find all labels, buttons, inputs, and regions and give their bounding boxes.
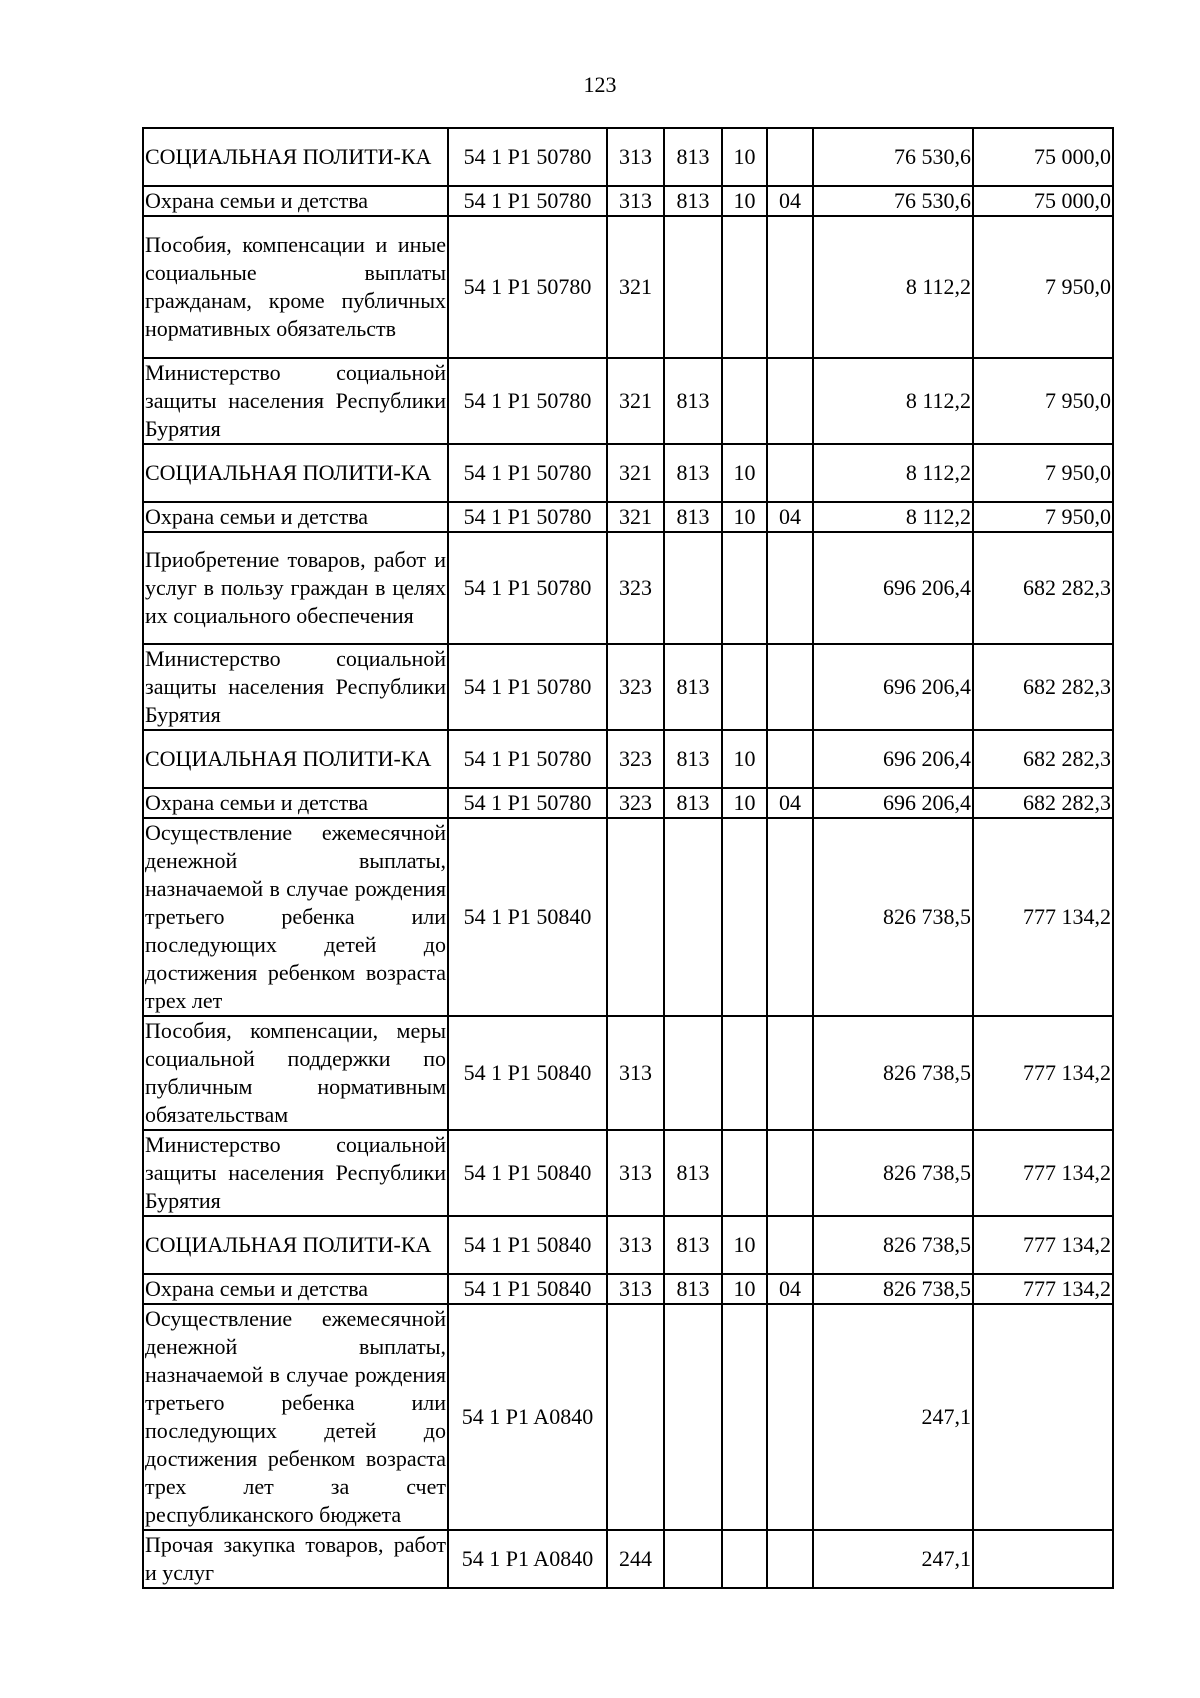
row-administrator-cell: 813 bbox=[664, 788, 722, 818]
row-name-cell: Охрана семьи и детства bbox=[143, 186, 448, 216]
row-expense-type-cell: 313 bbox=[607, 1216, 664, 1274]
row-administrator-cell: 813 bbox=[664, 358, 722, 444]
row-administrator-cell: 813 bbox=[664, 128, 722, 186]
row-administrator-cell bbox=[664, 1530, 722, 1588]
row-expense-type-cell bbox=[607, 818, 664, 1016]
row-amount-2-cell: 777 134,2 bbox=[973, 1216, 1113, 1274]
row-expense-type-cell: 313 bbox=[607, 186, 664, 216]
row-amount-2-cell: 682 282,3 bbox=[973, 788, 1113, 818]
row-amount-2-cell: 777 134,2 bbox=[973, 1016, 1113, 1130]
row-subsection-cell bbox=[767, 532, 813, 644]
row-target-article-cell: 54 1 P1 A0840 bbox=[448, 1304, 607, 1530]
table-row bbox=[143, 1304, 1113, 1530]
row-expense-type-cell: 321 bbox=[607, 502, 664, 532]
row-amount-2-cell: 7 950,0 bbox=[973, 502, 1113, 532]
row-amount-1-cell: 696 206,4 bbox=[813, 788, 973, 818]
row-section-cell bbox=[722, 358, 767, 444]
row-administrator-cell bbox=[664, 216, 722, 358]
row-amount-2-cell bbox=[973, 1530, 1113, 1588]
row-expense-type-cell: 313 bbox=[607, 1274, 664, 1304]
row-target-article-cell: 54 1 P1 50840 bbox=[448, 818, 607, 1016]
table-row bbox=[143, 502, 1113, 532]
row-name-cell: Министерство социальной защиты населения Республики Бурятия bbox=[143, 644, 448, 730]
row-subsection-cell bbox=[767, 644, 813, 730]
row-amount-1-cell: 826 738,5 bbox=[813, 1274, 973, 1304]
row-amount-2-cell: 7 950,0 bbox=[973, 216, 1113, 358]
row-name-cell: Министерство социальной защиты населения Республики Бурятия bbox=[143, 1130, 448, 1216]
row-target-article-cell: 54 1 P1 50840 bbox=[448, 1130, 607, 1216]
row-amount-1-cell: 76 530,6 bbox=[813, 186, 973, 216]
row-amount-2-cell: 682 282,3 bbox=[973, 532, 1113, 644]
row-section-cell bbox=[722, 1530, 767, 1588]
row-expense-type-cell bbox=[607, 1304, 664, 1530]
row-amount-2-cell: 682 282,3 bbox=[973, 730, 1113, 788]
row-target-article-cell: 54 1 P1 50780 bbox=[448, 788, 607, 818]
row-subsection-cell bbox=[767, 444, 813, 502]
row-name-cell: СОЦИАЛЬНАЯ ПОЛИТИ-КА bbox=[143, 1216, 448, 1274]
row-section-cell: 10 bbox=[722, 788, 767, 818]
row-section-cell bbox=[722, 1016, 767, 1130]
row-expense-type-cell: 321 bbox=[607, 444, 664, 502]
row-administrator-cell bbox=[664, 532, 722, 644]
row-section-cell bbox=[722, 1130, 767, 1216]
row-section-cell bbox=[722, 644, 767, 730]
table-row bbox=[143, 1016, 1113, 1130]
row-expense-type-cell: 323 bbox=[607, 730, 664, 788]
row-subsection-cell bbox=[767, 1016, 813, 1130]
row-name-cell: Охрана семьи и детства bbox=[143, 1274, 448, 1304]
row-amount-2-cell: 777 134,2 bbox=[973, 1130, 1113, 1216]
table-row bbox=[143, 788, 1113, 818]
row-amount-1-cell: 696 206,4 bbox=[813, 532, 973, 644]
row-amount-2-cell: 7 950,0 bbox=[973, 444, 1113, 502]
row-administrator-cell: 813 bbox=[664, 1216, 722, 1274]
row-section-cell bbox=[722, 216, 767, 358]
row-name-cell: Прочая закупка товаров, работ и услуг bbox=[143, 1530, 448, 1588]
row-name-cell: Министерство социальной защиты населения Республики Бурятия bbox=[143, 358, 448, 444]
row-subsection-cell bbox=[767, 1304, 813, 1530]
row-name-cell: Осуществление ежемесячной денежной выплаты, назначаемой в случае рождения третьего ребенка или последующих детей до достижения ребенком возраста трех лет за счет республиканского бюджета bbox=[143, 1304, 448, 1530]
row-amount-1-cell: 696 206,4 bbox=[813, 644, 973, 730]
row-expense-type-cell: 321 bbox=[607, 358, 664, 444]
row-subsection-cell bbox=[767, 128, 813, 186]
row-name-cell: Пособия, компенсации и иные социальные выплаты гражданам, кроме публичных нормативных обязательств bbox=[143, 216, 448, 358]
row-amount-2-cell: 75 000,0 bbox=[973, 128, 1113, 186]
row-administrator-cell bbox=[664, 1304, 722, 1530]
row-expense-type-cell: 323 bbox=[607, 644, 664, 730]
table-row bbox=[143, 128, 1113, 186]
table-row bbox=[143, 358, 1113, 444]
row-name-cell: Охрана семьи и детства bbox=[143, 502, 448, 532]
row-section-cell: 10 bbox=[722, 1216, 767, 1274]
row-expense-type-cell: 313 bbox=[607, 1016, 664, 1130]
row-name-cell: Осуществление ежемесячной денежной выплаты, назначаемой в случае рождения третьего ребенка или последующих детей до достижения ребенком возраста трех лет bbox=[143, 818, 448, 1016]
row-subsection-cell bbox=[767, 358, 813, 444]
row-subsection-cell bbox=[767, 730, 813, 788]
row-amount-1-cell: 76 530,6 bbox=[813, 128, 973, 186]
row-subsection-cell: 04 bbox=[767, 1274, 813, 1304]
row-amount-2-cell: 777 134,2 bbox=[973, 818, 1113, 1016]
row-administrator-cell: 813 bbox=[664, 730, 722, 788]
table-row bbox=[143, 532, 1113, 644]
row-expense-type-cell: 244 bbox=[607, 1530, 664, 1588]
row-subsection-cell bbox=[767, 216, 813, 358]
row-section-cell: 10 bbox=[722, 444, 767, 502]
row-subsection-cell: 04 bbox=[767, 502, 813, 532]
row-amount-2-cell: 777 134,2 bbox=[973, 1274, 1113, 1304]
row-amount-2-cell: 7 950,0 bbox=[973, 358, 1113, 444]
row-amount-1-cell: 826 738,5 bbox=[813, 1130, 973, 1216]
table-row bbox=[143, 1274, 1113, 1304]
page-number: 123 bbox=[583, 72, 617, 97]
row-administrator-cell: 813 bbox=[664, 444, 722, 502]
row-subsection-cell bbox=[767, 1530, 813, 1588]
row-section-cell: 10 bbox=[722, 186, 767, 216]
row-name-cell: СОЦИАЛЬНАЯ ПОЛИТИ-КА bbox=[143, 730, 448, 788]
row-section-cell: 10 bbox=[722, 730, 767, 788]
table-row bbox=[143, 818, 1113, 1016]
row-target-article-cell: 54 1 P1 50840 bbox=[448, 1216, 607, 1274]
row-administrator-cell: 813 bbox=[664, 502, 722, 532]
row-amount-2-cell bbox=[973, 1304, 1113, 1530]
row-amount-2-cell: 682 282,3 bbox=[973, 644, 1113, 730]
row-section-cell bbox=[722, 818, 767, 1016]
row-administrator-cell: 813 bbox=[664, 644, 722, 730]
row-expense-type-cell: 321 bbox=[607, 216, 664, 358]
row-target-article-cell: 54 1 P1 50840 bbox=[448, 1274, 607, 1304]
row-target-article-cell: 54 1 P1 A0840 bbox=[448, 1530, 607, 1588]
row-section-cell: 10 bbox=[722, 128, 767, 186]
row-section-cell: 10 bbox=[722, 1274, 767, 1304]
row-section-cell bbox=[722, 532, 767, 644]
row-target-article-cell: 54 1 P1 50780 bbox=[448, 730, 607, 788]
row-section-cell bbox=[722, 1304, 767, 1530]
row-name-cell: Охрана семьи и детства bbox=[143, 788, 448, 818]
row-section-cell: 10 bbox=[722, 502, 767, 532]
row-subsection-cell: 04 bbox=[767, 788, 813, 818]
table-row bbox=[143, 444, 1113, 502]
row-amount-1-cell: 247,1 bbox=[813, 1304, 973, 1530]
row-name-cell: Приобретение товаров, работ и услуг в пользу граждан в целях их социального обеспечения bbox=[143, 532, 448, 644]
row-target-article-cell: 54 1 P1 50780 bbox=[448, 128, 607, 186]
row-amount-1-cell: 826 738,5 bbox=[813, 1016, 973, 1130]
row-expense-type-cell: 323 bbox=[607, 532, 664, 644]
row-subsection-cell bbox=[767, 1216, 813, 1274]
budget-table bbox=[142, 127, 1114, 1589]
table-row bbox=[143, 1130, 1113, 1216]
row-target-article-cell: 54 1 P1 50780 bbox=[448, 444, 607, 502]
row-amount-1-cell: 8 112,2 bbox=[813, 502, 973, 532]
row-administrator-cell bbox=[664, 818, 722, 1016]
row-subsection-cell bbox=[767, 818, 813, 1016]
row-target-article-cell: 54 1 P1 50780 bbox=[448, 358, 607, 444]
row-target-article-cell: 54 1 P1 50840 bbox=[448, 1016, 607, 1130]
row-target-article-cell: 54 1 P1 50780 bbox=[448, 644, 607, 730]
row-amount-1-cell: 826 738,5 bbox=[813, 1216, 973, 1274]
row-administrator-cell bbox=[664, 1016, 722, 1130]
row-amount-1-cell: 8 112,2 bbox=[813, 444, 973, 502]
row-name-cell: Пособия, компенсации, меры социальной поддержки по публичным нормативным обязательствам bbox=[143, 1016, 448, 1130]
table-row bbox=[143, 1216, 1113, 1274]
table-row bbox=[143, 730, 1113, 788]
row-administrator-cell: 813 bbox=[664, 186, 722, 216]
row-amount-2-cell: 75 000,0 bbox=[973, 186, 1113, 216]
row-target-article-cell: 54 1 P1 50780 bbox=[448, 532, 607, 644]
row-administrator-cell: 813 bbox=[664, 1130, 722, 1216]
row-administrator-cell: 813 bbox=[664, 1274, 722, 1304]
row-expense-type-cell: 313 bbox=[607, 1130, 664, 1216]
row-target-article-cell: 54 1 P1 50780 bbox=[448, 502, 607, 532]
row-name-cell: СОЦИАЛЬНАЯ ПОЛИТИ-КА bbox=[143, 128, 448, 186]
table-row bbox=[143, 1530, 1113, 1588]
table-row bbox=[143, 644, 1113, 730]
row-expense-type-cell: 313 bbox=[607, 128, 664, 186]
row-amount-1-cell: 696 206,4 bbox=[813, 730, 973, 788]
row-expense-type-cell: 323 bbox=[607, 788, 664, 818]
row-name-cell: СОЦИАЛЬНАЯ ПОЛИТИ-КА bbox=[143, 444, 448, 502]
row-subsection-cell: 04 bbox=[767, 186, 813, 216]
row-amount-1-cell: 8 112,2 bbox=[813, 358, 973, 444]
row-amount-1-cell: 247,1 bbox=[813, 1530, 973, 1588]
table-row bbox=[143, 216, 1113, 358]
row-amount-1-cell: 826 738,5 bbox=[813, 818, 973, 1016]
table-row bbox=[143, 186, 1113, 216]
row-subsection-cell bbox=[767, 1130, 813, 1216]
row-target-article-cell: 54 1 P1 50780 bbox=[448, 186, 607, 216]
row-amount-1-cell: 8 112,2 bbox=[813, 216, 973, 358]
row-target-article-cell: 54 1 P1 50780 bbox=[448, 216, 607, 358]
